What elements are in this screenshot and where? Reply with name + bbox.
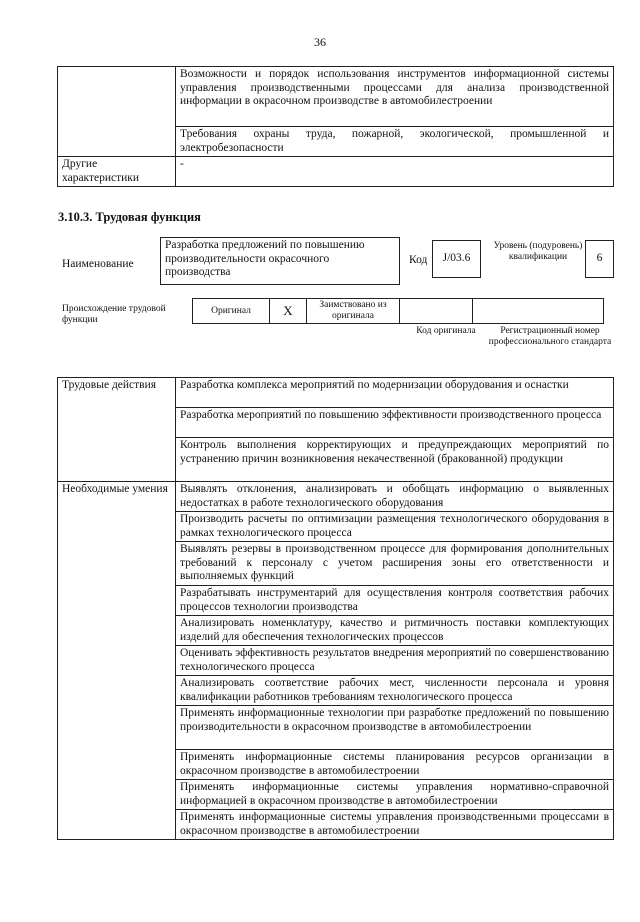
table-item: Применять информационные технологии при разработке предложений по повышению производительности в окрасочном производстве в автомобилестроении (176, 706, 614, 750)
original-checkmark: X (270, 299, 307, 324)
level-label: Уровень (подуровень) квалификации (493, 241, 583, 262)
original-label: Оригинал (193, 299, 270, 324)
other-characteristics-value: - (176, 157, 614, 187)
table-item: Выявлять отклонения, анализировать и обобщать информацию о выявленных недостатках в работе технологического оборудования (176, 482, 614, 512)
origin-table (192, 298, 604, 324)
qualification-level-box: 6 (585, 240, 614, 278)
table-item: Разработка мероприятий по повышению эффективности производственного процесса (176, 408, 614, 438)
function-code-box: J/03.6 (432, 240, 481, 278)
code-original-label: Код оригинала (416, 326, 476, 336)
top-table-item: Возможности и порядок использования инструментов информационной системы управления производственными процессами для анализа производственной информации в окрасочном производстве в автомобилестроении (176, 67, 614, 127)
reg-number-label: Регистрационный номер профессионального стандарта (488, 326, 612, 347)
table-item: Применять информационные системы управления нормативно-справочной информацией в окрасочном производстве в автомобилестроении (176, 780, 614, 810)
function-name-box: Разработка предложений по повышению производительности окрасочного производства (160, 237, 400, 285)
page-number: 36 (314, 35, 326, 49)
table-item: Оценивать эффективность результатов внедрения мероприятий по совершенствованию технологического процесса (176, 646, 614, 676)
name-label: Наименование (62, 258, 134, 270)
labor-actions-label: Трудовые действия (58, 378, 176, 482)
required-skills-label: Необходимые умения (58, 482, 176, 840)
table-item: Применять информационные системы планирования ресурсов организации в окрасочном производстве в автомобилестроении (176, 750, 614, 780)
table-item: Выявлять резервы в производственном процессе для формирования дополнительных требований к персоналу с учетом расширения зоны его ответственности и выполняемых функций (176, 542, 614, 586)
reg-number-cell (473, 299, 604, 324)
table-item: Производить расчеты по оптимизации размещения технологического оборудования в рамках технологического процесса (176, 512, 614, 542)
table-item: Анализировать номенклатуру, качество и ритмичность поставки комплектующих изделий для обеспечения технологических процессов (176, 616, 614, 646)
table-item: Разрабатывать инструментарий для осуществления контроля соответствия рабочих процессов технологии производства (176, 586, 614, 616)
origin-label: Происхождение трудовой функции (62, 304, 166, 325)
section-heading: 3.10.3. Трудовая функция (58, 210, 201, 224)
table-item: Применять информационные системы управления производственными процессами в окрасочном производстве в автомобилестроении (176, 810, 614, 840)
code-label: Код (409, 254, 428, 266)
top-table-item: Требования охраны труда, пожарной, экологической, промышленной и электробезопасности (176, 127, 614, 157)
top-table (57, 66, 614, 187)
top-table-empty-label (58, 67, 176, 157)
main-table (57, 377, 614, 840)
table-item: Контроль выполнения корректирующих и предупреждающих мероприятий по устранению причин возникновения некачественной (бракованной) продукции (176, 438, 614, 482)
table-item: Анализировать соответствие рабочих мест, численности персонала и уровня квалификации работников требованиям технологического процесса (176, 676, 614, 706)
other-characteristics-label: Другие характеристики (58, 157, 176, 187)
code-original-cell (400, 299, 473, 324)
borrowed-label: Заимствовано из оригинала (307, 299, 400, 324)
table-item: Разработка комплекса мероприятий по модернизации оборудования и оснастки (176, 378, 614, 408)
